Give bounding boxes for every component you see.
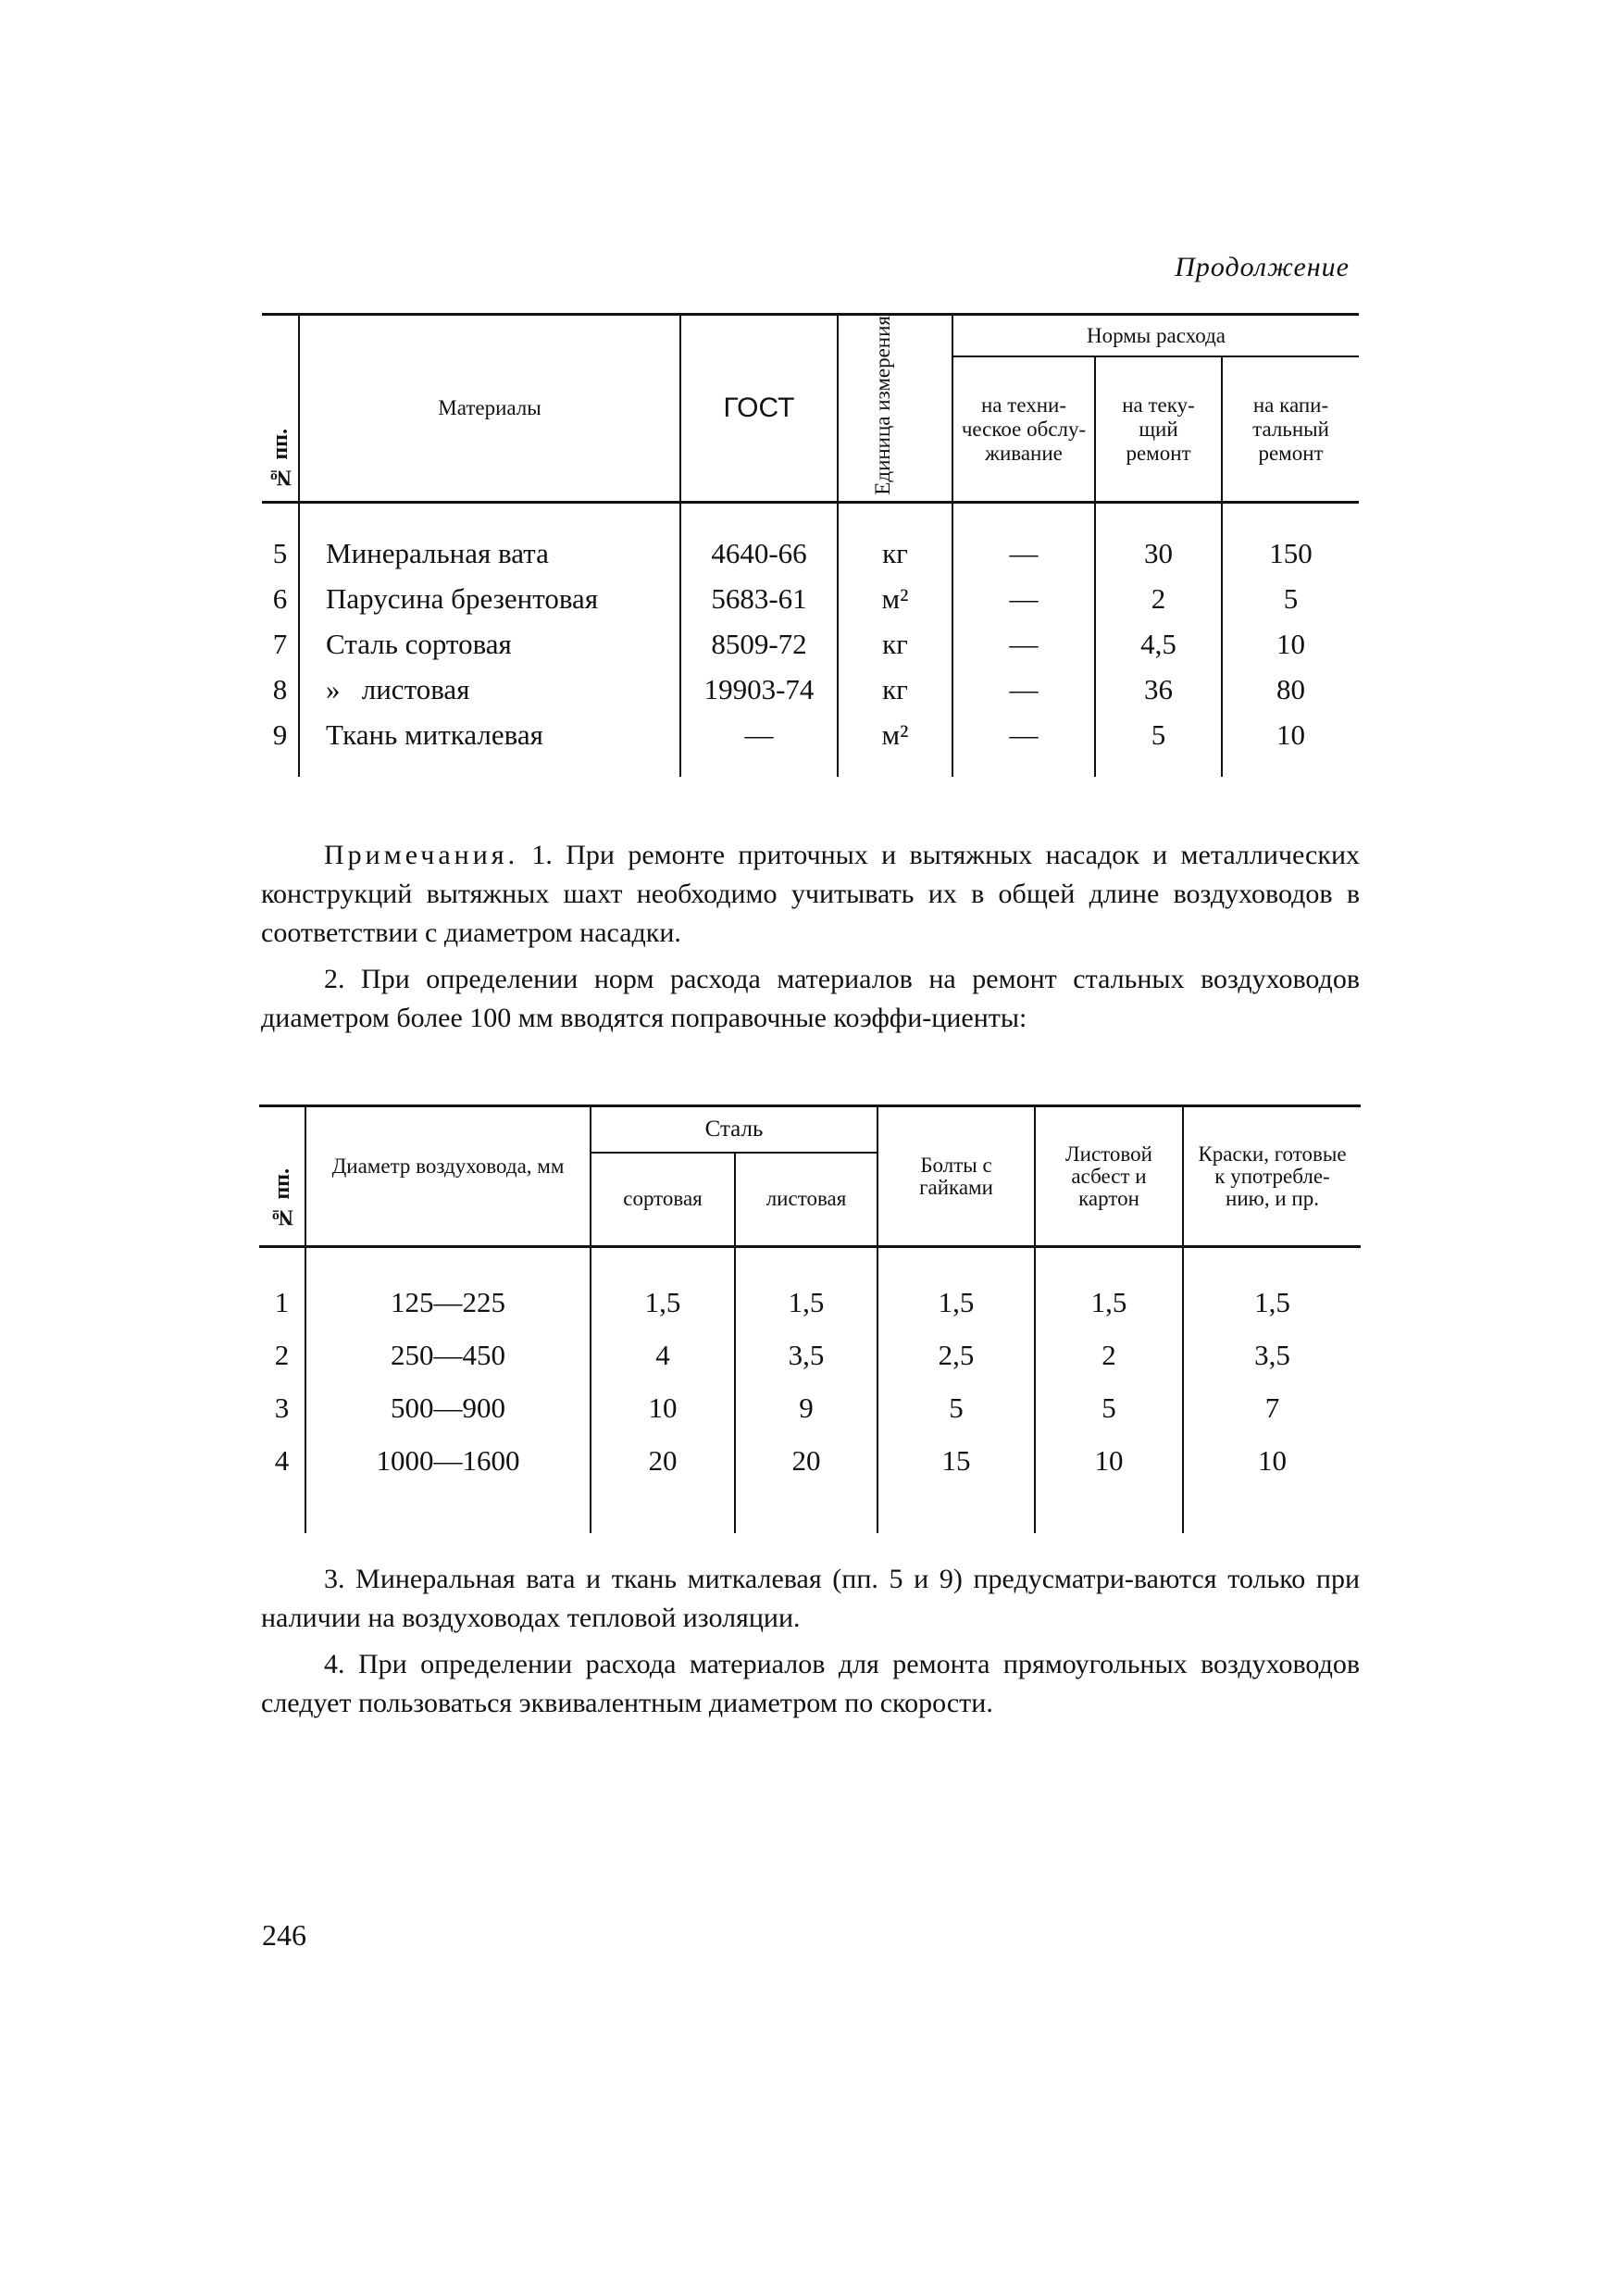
header-maintenance: на техни-ческое обслу-живание [952, 356, 1095, 502]
table-row: 3 500—900 10 9 5 5 7 [259, 1381, 1361, 1434]
header-steel-sheet: листовая [735, 1153, 877, 1247]
table-row: 2 250—450 4 3,5 2,5 2 3,5 [259, 1329, 1361, 1381]
note-1: Примечания. 1. При ремонте приточных и вытяжных насадок и металлических конструкций вытяжных шахт необходимо учитывать их в общей длине воздуховодов в соответствии с диаметром насадки. [261, 840, 1360, 948]
table-row: 4 1000—1600 20 20 15 10 10 [259, 1434, 1361, 1487]
correction-coefficients-table [259, 1104, 1361, 1533]
note-3: 3. Минеральная вата и ткань миткалевая (пп. 5 и 9) предусматри-ваются только при наличии на воздуховодах тепловой изоляции. [261, 1564, 1360, 1633]
header-steel: Сталь [591, 1106, 877, 1153]
notes-label: Примечания. [324, 840, 519, 870]
header-materials: Материалы [299, 315, 680, 503]
header-capital-repair: на капи-тальный ремонт [1222, 356, 1359, 502]
table-row: 6 Парусина брезентовая 5683-61 м² — 2 5 [262, 577, 1359, 622]
header-bolts: Болты с гайками [877, 1106, 1035, 1247]
header-current-repair: на теку-щий ремонт [1095, 356, 1222, 502]
note-4: 4. При определении расхода материалов для ремонта прямоугольных воздуховодов следует пользоваться эквивалентным диаметром по скорости. [261, 1649, 1360, 1718]
table-row: 8 » листовая 19903-74 кг — 36 80 [262, 668, 1359, 713]
page-number: 246 [262, 1918, 306, 1952]
notes-block-1 [261, 836, 1360, 1038]
header-paints: Краски, готовые к употребле-нию, и пр. [1183, 1106, 1361, 1247]
table-row: 9 Ткань миткалевая — м² — 5 10 [262, 713, 1359, 758]
notes-block-2 [261, 1560, 1360, 1723]
table-row: 7 Сталь сортовая 8509-72 кг — 4,5 10 [262, 622, 1359, 668]
table-row: 5 Минеральная вата 4640-66 кг — 30 150 [262, 531, 1359, 577]
header-norms: Нормы расхода [952, 315, 1359, 357]
header-unit: Единица измерения [838, 315, 952, 503]
header-diameter: Диаметр воздуховода, мм [305, 1106, 591, 1247]
continuation-label: Продолжение [1175, 252, 1350, 282]
header-gost: ГОСТ [680, 315, 838, 503]
header-steel-section: сортовая [591, 1153, 735, 1247]
materials-norms-table [262, 313, 1359, 777]
table-row: 1 125—225 1,5 1,5 1,5 1,5 1,5 [259, 1276, 1361, 1329]
note-2: 2. При определении норм расхода материалов на ремонт стальных воздуховодов диаметром более 100 мм вводятся поправочные коэффи-циенты: [261, 964, 1360, 1033]
header-num: № пп. [269, 1168, 294, 1229]
header-num: № пп. [268, 429, 292, 490]
header-asbestos: Листовой асбест и картон [1035, 1106, 1183, 1247]
